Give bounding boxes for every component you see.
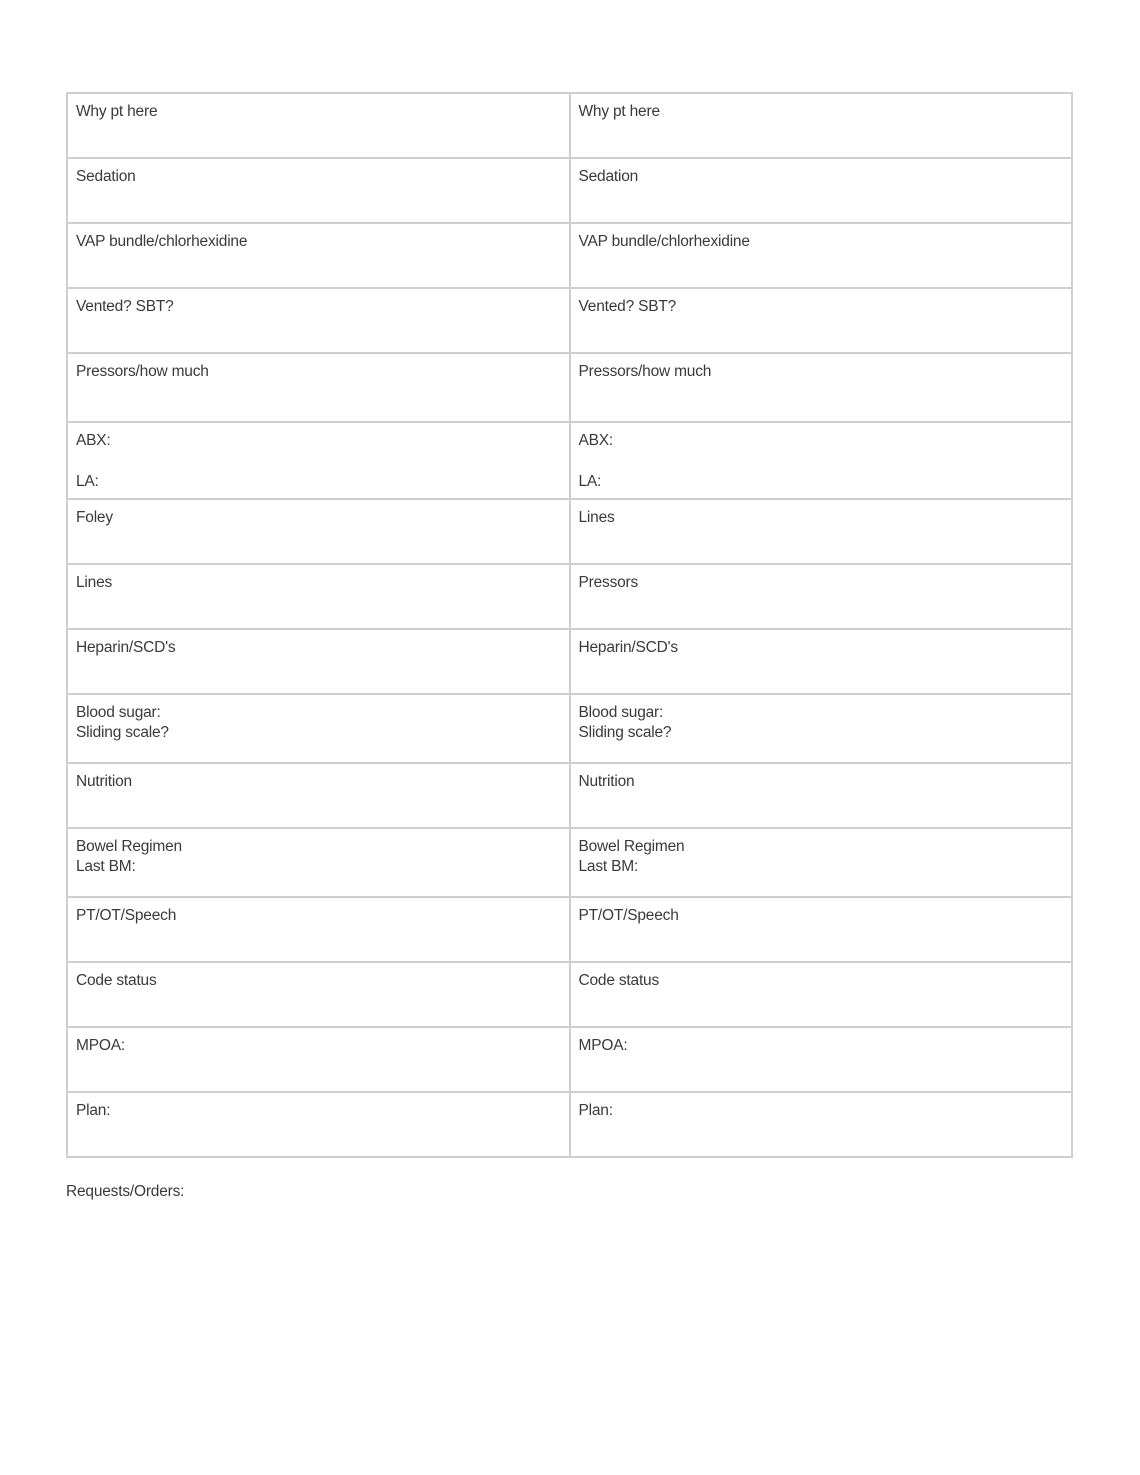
field-label: PT/OT/Speech	[578, 907, 679, 924]
right-cell[interactable]	[570, 897, 1073, 962]
left-cell[interactable]	[67, 564, 570, 629]
right-cell[interactable]	[570, 422, 1073, 499]
field-label: Nutrition	[578, 773, 635, 790]
field-label: Vented? SBT?	[76, 298, 174, 315]
checklist-row	[67, 897, 1072, 962]
field-label: Heparin/SCD's	[76, 639, 176, 656]
field-label: Pressors	[578, 574, 639, 591]
field-label: Pressors/how much	[578, 363, 712, 380]
field-label: Blood sugar:	[76, 704, 161, 721]
field-label: VAP bundle/chlorhexidine	[578, 233, 750, 250]
field-label: Lines	[578, 509, 615, 526]
checklist-row	[67, 93, 1072, 158]
checklist-row	[67, 499, 1072, 564]
checklist-row	[67, 828, 1072, 897]
field-label: Heparin/SCD's	[578, 639, 678, 656]
requests-orders-label: Requests/Orders:	[66, 1183, 185, 1200]
checklist-row	[67, 223, 1072, 288]
right-cell[interactable]	[570, 158, 1073, 223]
field-label: MPOA:	[578, 1037, 628, 1054]
right-cell[interactable]	[570, 93, 1073, 158]
field-label: Sedation	[578, 168, 639, 185]
checklist-row	[67, 763, 1072, 828]
right-cell[interactable]	[570, 629, 1073, 694]
field-label: VAP bundle/chlorhexidine	[76, 233, 248, 250]
field-label: Code status	[76, 972, 157, 989]
right-cell[interactable]	[570, 564, 1073, 629]
left-cell[interactable]	[67, 962, 570, 1027]
right-cell[interactable]	[570, 499, 1073, 564]
right-cell[interactable]	[570, 694, 1073, 763]
field-label: Bowel Regimen	[76, 838, 182, 855]
checklist-row	[67, 288, 1072, 353]
field-label: Pressors/how much	[76, 363, 209, 380]
left-cell[interactable]	[67, 763, 570, 828]
checklist-body	[67, 93, 1072, 1157]
field-label: Bowel Regimen	[578, 838, 685, 855]
left-cell[interactable]	[67, 1027, 570, 1092]
right-cell[interactable]	[570, 223, 1073, 288]
left-cell[interactable]	[67, 158, 570, 223]
field-label: Vented? SBT?	[578, 298, 677, 315]
checklist-row	[67, 422, 1072, 499]
field-label: Sliding scale?	[578, 724, 672, 741]
right-cell[interactable]	[570, 353, 1073, 422]
checklist-row	[67, 353, 1072, 422]
field-label: Why pt here	[578, 103, 660, 120]
checklist-row	[67, 1027, 1072, 1092]
right-cell[interactable]	[570, 763, 1073, 828]
left-cell[interactable]	[67, 223, 570, 288]
left-cell[interactable]	[67, 694, 570, 763]
left-cell[interactable]	[67, 897, 570, 962]
left-cell[interactable]	[67, 629, 570, 694]
field-label: Blood sugar:	[578, 704, 664, 721]
field-label: LA:	[578, 473, 602, 490]
checklist-row	[67, 564, 1072, 629]
left-cell[interactable]	[67, 1092, 570, 1157]
checklist-row	[67, 629, 1072, 694]
checklist-row	[67, 694, 1072, 763]
right-cell[interactable]	[570, 1092, 1073, 1157]
field-label: Nutrition	[76, 773, 132, 790]
checklist-row	[67, 158, 1072, 223]
field-label: Plan:	[76, 1102, 111, 1119]
left-cell[interactable]	[67, 353, 570, 422]
left-cell[interactable]	[67, 93, 570, 158]
field-label: ABX:	[76, 432, 111, 449]
left-cell[interactable]	[67, 288, 570, 353]
field-label: Last BM:	[76, 858, 136, 875]
field-label: MPOA:	[76, 1037, 125, 1054]
field-label: LA:	[76, 473, 99, 490]
field-label: ABX:	[578, 432, 614, 449]
field-label: PT/OT/Speech	[76, 907, 177, 924]
left-cell[interactable]	[67, 499, 570, 564]
checklist-row	[67, 962, 1072, 1027]
icu-checklist-sheet	[66, 92, 1073, 1158]
field-label: Plan:	[578, 1102, 613, 1119]
checklist-table	[66, 92, 1073, 1158]
field-label: Why pt here	[76, 103, 158, 120]
right-cell[interactable]	[570, 962, 1073, 1027]
field-label: Lines	[76, 574, 113, 591]
left-cell[interactable]	[67, 828, 570, 897]
right-cell[interactable]	[570, 828, 1073, 897]
right-cell[interactable]	[570, 1027, 1073, 1092]
field-label: Foley	[76, 509, 113, 526]
checklist-row	[67, 1092, 1072, 1157]
right-cell[interactable]	[570, 288, 1073, 353]
field-label: Code status	[578, 972, 660, 989]
field-label: Sedation	[76, 168, 136, 185]
field-label: Last BM:	[578, 858, 639, 875]
field-label: Sliding scale?	[76, 724, 169, 741]
left-cell[interactable]	[67, 422, 570, 499]
